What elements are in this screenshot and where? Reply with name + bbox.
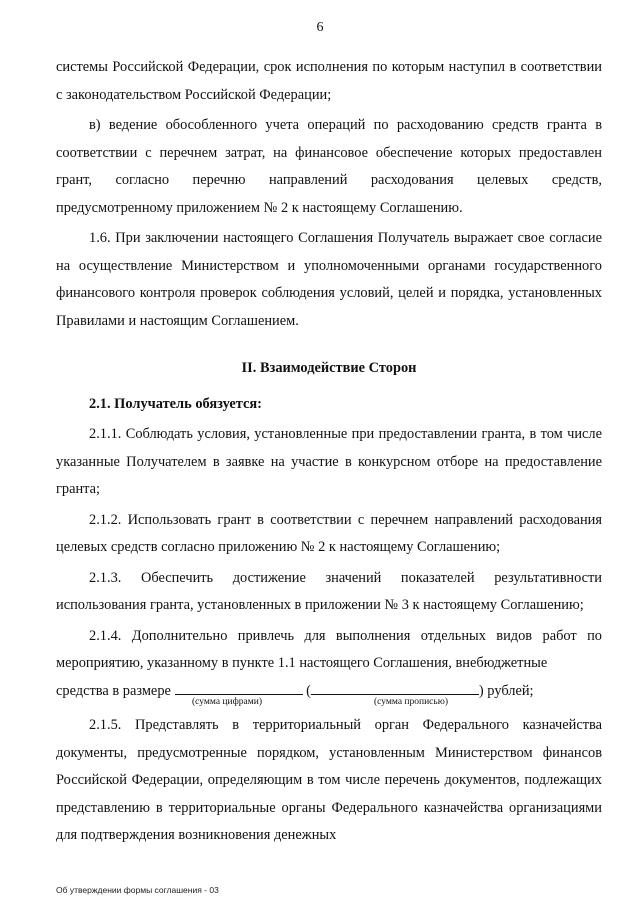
paragraph-continuation: системы Российской Федерации, срок исполнения по которым наступил в соответствии с законодательством Российской Федерации; [56, 59, 602, 103]
clause-2-1-4 [56, 623, 602, 678]
clause-2-1-2: 2.1.2. Использовать грант в соответствии с перечнем направлений расходования целевых средств согласно приложению № 2 к настоящему Соглашению; [56, 511, 602, 555]
section-heading: II. Взаимодействие Сторон [241, 360, 417, 376]
footer-note: Об утверждении формы соглашения - 03 [56, 885, 219, 895]
caption-digits: (сумма цифрами) [192, 697, 262, 707]
amount-words-blank[interactable] [311, 680, 479, 695]
clause-2-1-1: 2.1.1. Соблюдать условия, установленные при предоставлении гранта, в том числе указанные Получателем в заявке на участие в конкурсном отборе на предоставление гранта; [56, 426, 602, 497]
document-body [56, 54, 602, 853]
subsection-heading: 2.1. Получатель обязуется: [89, 395, 262, 412]
amount-prefix: средства в размере [56, 682, 171, 699]
caption-words: (сумма прописью) [374, 697, 448, 707]
amount-captions [56, 697, 602, 709]
clause-2-1-5: 2.1.5. Представлять в территориальный орган Федерального казначейства документы, предусмотренные порядком, установленным Министерством финансов Российской Федерации, определяющим в том числе перечень документов, подлежащих представлению в территориальные органы Федерального казначейства организациями для подтверждения возникновения денежных [56, 717, 602, 843]
amount-digits-blank[interactable] [175, 680, 303, 695]
paragraph-1-6: 1.6. При заключении настоящего Соглашения Получатель выражает свое согласие на осуществление Министерством и уполномоченными органами государственного финансового контроля проверок соблюдения условий, целей и порядка, установленных Правилами и настоящим Соглашением. [56, 230, 602, 329]
clause-2-1-4-text: 2.1.4. Дополнительно привлечь для выполнения отдельных видов работ по мероприятию, указанному в пункте 1.1 настоящего Соглашения, внебюджетные [56, 627, 602, 671]
paragraph-item-v: в) ведение обособленного учета операций по расходованию средств гранта в соответствии с перечнем затрат, на финансовое обеспечение которых предоставлен грант, согласно перечню направлений расходования целевых средств, предусмотренному приложением № 2 к настоящему Соглашению. [56, 117, 602, 216]
clause-2-1-3: 2.1.3. Обеспечить достижение значений показателей результативности использования гранта, установленных в приложении № 3 к настоящему Соглашению; [56, 569, 602, 613]
amount-suffix: ) рублей; [478, 682, 534, 699]
open-paren: ( [306, 682, 311, 699]
page-number: 6 [316, 20, 324, 35]
